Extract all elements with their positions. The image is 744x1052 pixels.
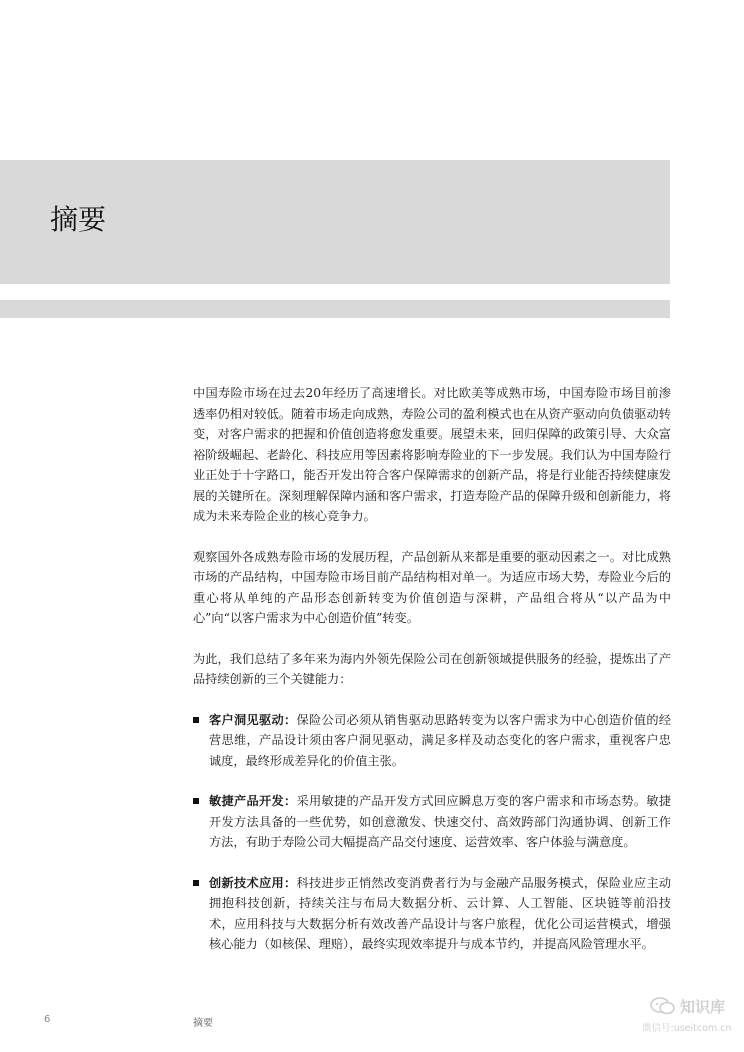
page-number: 6 bbox=[44, 1014, 51, 1025]
bullet-text: 科技进步正悄然改变消费者行为与金融产品服务模式，保险业应主动拥抱科技创新，持续关注与布局大数据分析、云计算、人工智能、区块链等前沿技术，应用科技与大数据分析有效改善产品设计与客户旅程，优化公司运营模式，增强核心能力（如核保、理赔），最终实现效率提升与成本节约，并提高风险管理水平。 bbox=[209, 875, 672, 951]
bullet-square-icon bbox=[193, 717, 199, 723]
key-capabilities-list bbox=[193, 710, 671, 955]
list-item bbox=[193, 873, 671, 955]
footer-section-label: 摘要 bbox=[193, 1018, 213, 1029]
bullet-square-icon bbox=[193, 880, 199, 886]
list-item bbox=[193, 791, 671, 853]
bullet-title: 创新技术应用： bbox=[209, 875, 297, 890]
list-item bbox=[193, 710, 671, 772]
paragraph: 为此，我们总结了多年来为海内外领先保险公司在创新领域提供服务的经验，提炼出了产品持续创新的三个关键能力： bbox=[193, 651, 671, 686]
paragraph: 中国寿险市场在过去20年经历了高速增长。对比欧美等成熟市场，中国寿险市场目前渗透率仍相对较低。随着市场走向成熟，寿险公司的盈利模式也在从资产驱动向负债驱动转变，对客户需求的把握和价值创造将愈发重要。展望未来，回归保障的政策引导、大众富裕阶级崛起、老龄化、科技应用等因素将影响寿险业的下一步发展。我们认为中国寿险行业正处于十字路口，能否开发出符合客户保障需求的创新产品，将是行业能否持续健康发展的关键所在。深刻理解保障内涵和客户需求，打造寿险产品的保障升级和创新能力，将成为未来寿险企业的核心竞争力。 bbox=[193, 386, 671, 523]
wechat-icon bbox=[650, 996, 676, 1016]
watermark bbox=[642, 990, 734, 1042]
bullet-text: 保险公司必须从销售驱动思路转变为以客户需求为中心创造价值的经营思维，产品设计须由客户洞见驱动，满足多样及动态变化的客户需求，重视客户忠诚度，最终形成差异化的价值主张。 bbox=[209, 712, 672, 768]
bullet-square-icon bbox=[193, 798, 199, 804]
bullet-title: 敏捷产品开发： bbox=[209, 794, 297, 808]
paragraph: 观察国外各成熟寿险市场的发展历程，产品创新从来都是重要的驱动因素之一。对比成熟市场的产品结构，中国寿险市场目前产品结构相对单一。为适应市场大势，寿险业今后的重心将从单纯的产品形态创新转变为价值创造与深耕，产品组合将从“以产品为中心”向“以客户需求为中心创造价值”转变。 bbox=[193, 549, 671, 625]
bullet-title: 客户洞见驱动： bbox=[209, 712, 297, 727]
summary-body bbox=[193, 383, 671, 975]
watermark-id: 微信号:useitcom.cn bbox=[642, 1023, 732, 1034]
divider-band bbox=[0, 300, 670, 318]
page-title: 摘要 bbox=[50, 203, 107, 236]
bullet-text: 采用敏捷的产品开发方式回应瞬息万变的客户需求和市场态势。敏捷开发方法具备的一些优势，如创意激发、快速交付、高效跨部门沟通协调、创新工作方法，有助于寿险公司大幅提高产品交付速度、运营效率、客户体验与满意度。 bbox=[209, 794, 672, 849]
watermark-brand: 知识库 bbox=[680, 998, 726, 1016]
